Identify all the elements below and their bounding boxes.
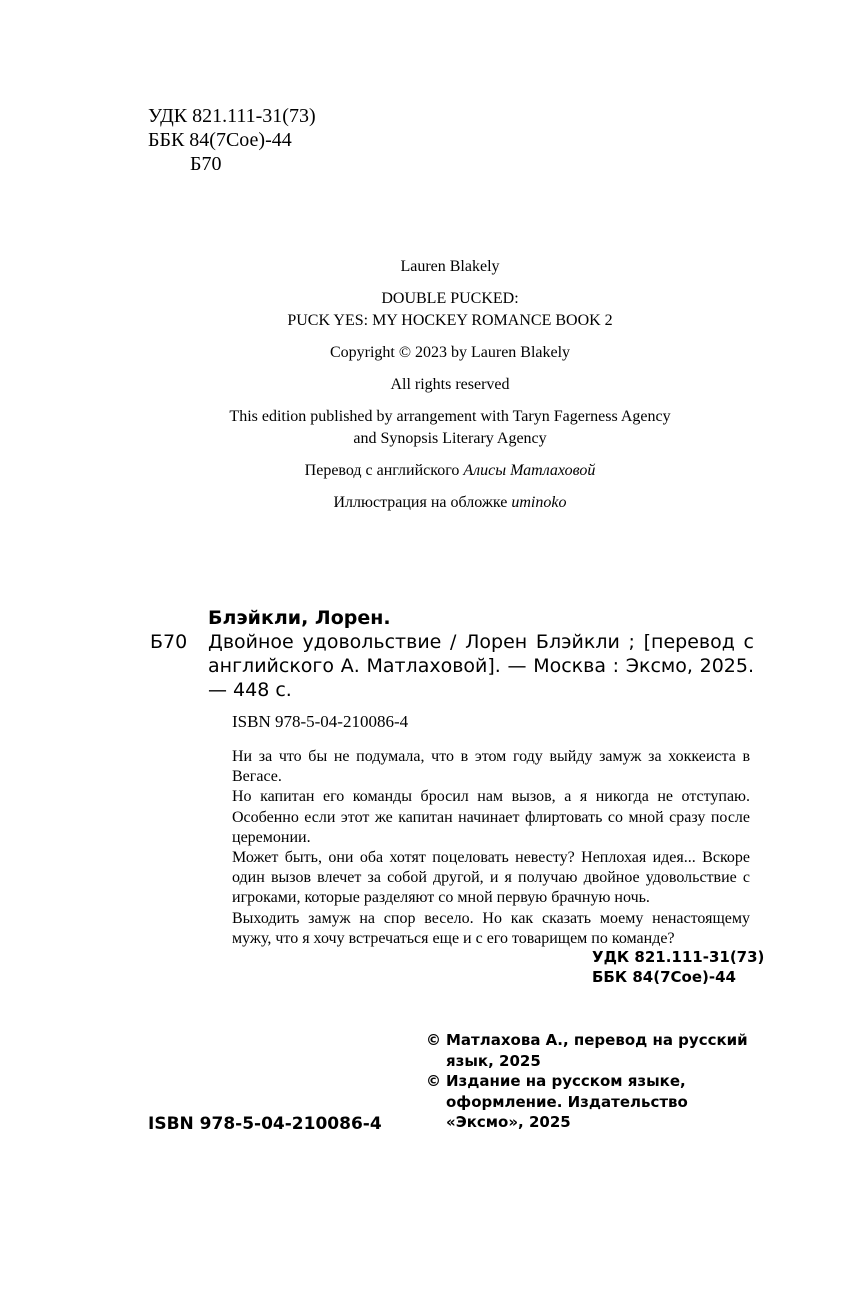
copyright-text: Матлахова А., перевод на русский язык, 2025 [446, 1031, 748, 1070]
catalog-entry [150, 606, 754, 702]
catalog-description-row [150, 630, 754, 702]
annotation-paragraph: Ни за что бы не подумала, что в этом году выйду замуж за хоккеиста в Вегасе. [232, 748, 750, 786]
copyright-notice-edition [426, 1071, 756, 1133]
catalog-author-heading: Блэйкли, Лорен. [208, 607, 391, 629]
footer-bbk: ББК 84(7Сое)-44 [592, 968, 736, 986]
udk-code: УДК 821.111-31(73) [148, 105, 316, 127]
original-title [150, 288, 750, 332]
translator-name: Алисы Матлаховой [463, 462, 596, 479]
credits-block [150, 256, 750, 524]
illustration-prefix: Иллюстрация на обложке [333, 494, 508, 511]
edition-note-line-2: and Synopsis Literary Agency [353, 430, 547, 447]
translation-credit [150, 460, 750, 482]
original-author: Lauren Blakely [400, 258, 500, 275]
footer-classification [592, 947, 764, 987]
translation-prefix: Перевод с английского [304, 462, 460, 479]
copyright-symbol: © [426, 1031, 441, 1049]
catalog-description: Двойное удовольствие / Лорен Блэйкли ; [перевод с английского А. Матлаховой]. — Москва : Эксмо, 2025. — 448 с. [208, 631, 754, 701]
catalog-isbn: ISBN 978-5-04-210086-4 [232, 712, 409, 731]
copyright-symbol: © [426, 1072, 441, 1090]
annotation [232, 747, 750, 949]
annotation-paragraph: Может быть, они оба хотят поцеловать невесту? Неплохая идея... Вскоре один вызов влечет за собой другой, и я получаю двойное удовольствие с игроками, которые разделяют со мной первую брачную ночь. [232, 849, 750, 907]
edition-note [150, 406, 750, 450]
copyright-text: Издание на русском языке, оформление. Издательство «Эксмо», 2025 [446, 1072, 688, 1131]
catalog-code: Б70 [150, 631, 188, 653]
illustrator-name: uminoko [511, 494, 567, 511]
edition-note-line-1: This edition published by arrangement with Taryn Fagerness Agency [229, 408, 671, 425]
illustration-credit [150, 492, 750, 514]
copyright-line: Copyright © 2023 by Lauren Blakely [329, 344, 571, 361]
copyright-notice-translation [426, 1030, 756, 1071]
footer-udk: УДК 821.111-31(73) [592, 948, 765, 966]
original-title-line-2: PUCK YES: MY HOCKEY ROMANCE BOOK 2 [287, 312, 613, 329]
isbn-bold: ISBN 978-5-04-210086-4 [148, 1114, 382, 1134]
bbk-code: ББК 84(7Сое)-44 [148, 129, 292, 151]
copyright-notices [426, 1030, 756, 1133]
annotation-paragraph: Выходить замуж на спор весело. Но как сказать моему ненастоящему мужу, что я хочу встречаться еще и с его товарищем по команде? [232, 909, 750, 947]
rights-line: All rights reserved [390, 376, 510, 393]
annotation-paragraph: Но капитан его команды бросил нам вызов, а я никогда не отступаю. Особенно если этот же капитан начинает флиртовать со мной сразу после церемонии. [232, 788, 750, 846]
original-title-line-1: DOUBLE PUCKED: [381, 290, 519, 307]
author-mark: Б70 [190, 153, 222, 175]
classification-block [148, 104, 316, 176]
